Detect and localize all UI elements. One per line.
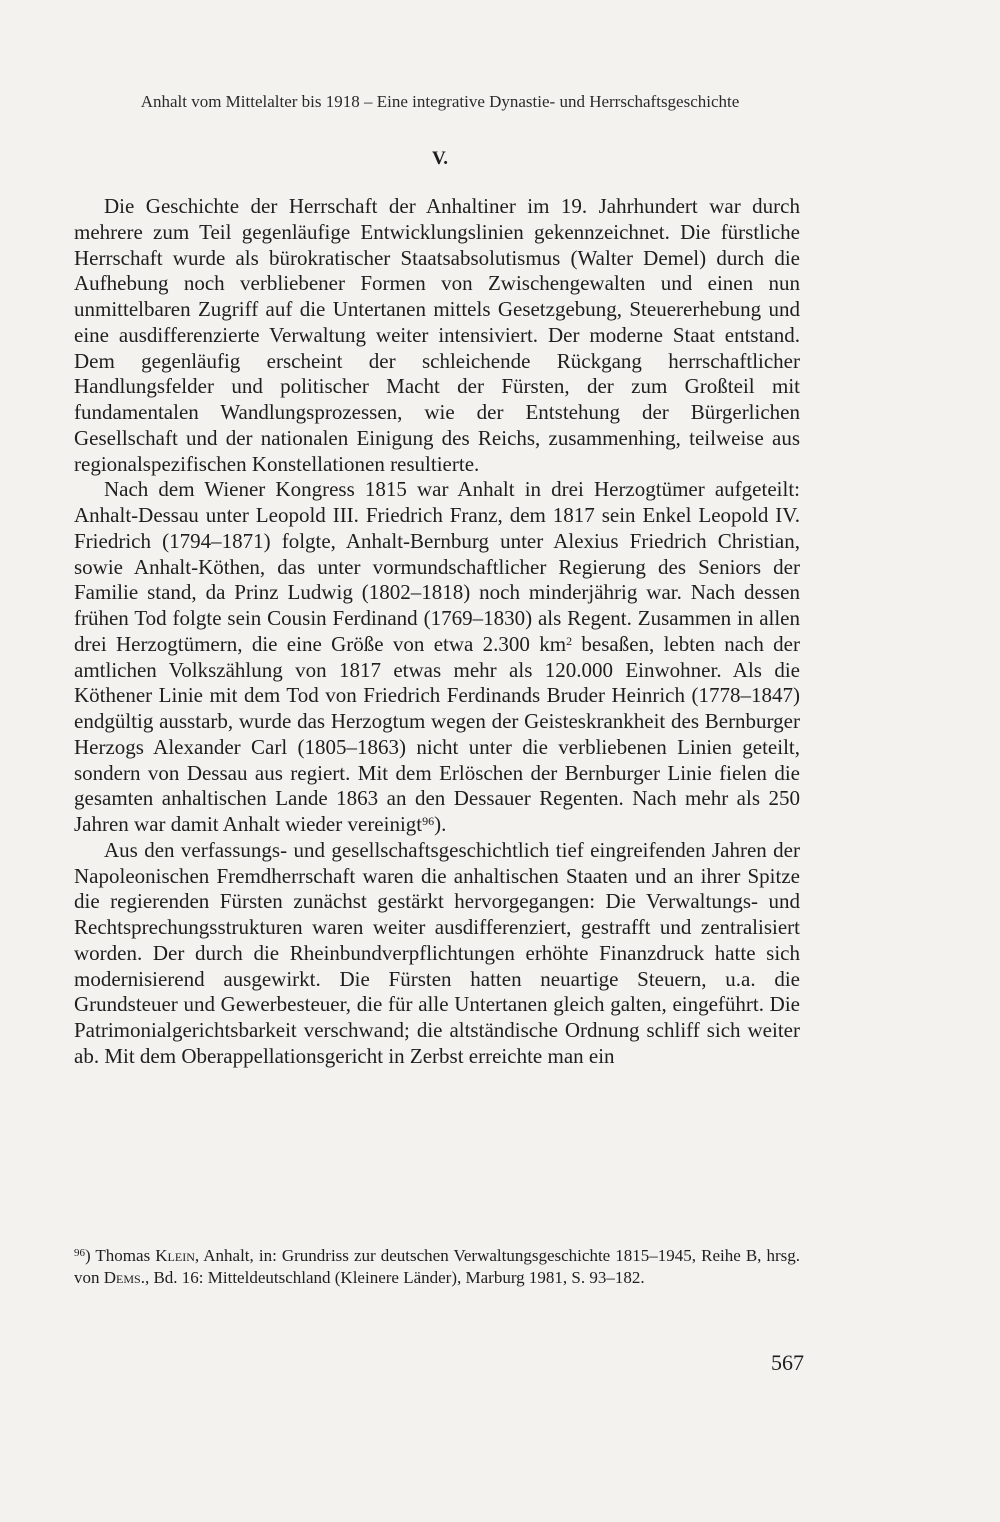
paragraph-3: Aus den verfassungs- und gesellschaftsgeschichtlich tief eingreifenden Jahren der Napoleonischen Fremdherrschaft waren die anhaltischen Staaten und an ihrer Spitze die regierenden Fürsten zunächst gestärkt hervorgegangen: Die Verwaltungs- und Rechtsprechungsstrukturen waren weiter ausdifferenziert, gestrafft und zentralisiert worden. Der durch die Rheinbundverpflichtungen erhöhte Finanzdruck hatte sich modernisierend ausgewirkt. Die Fürsten hatten neuartige Steuern, u.a. die Grundsteuer und Gewerbesteuer, die für alle Untertanen gleich galten, eingeführt. Die Patrimonialgerichtsbarkeit verschwand; die altständische Ordnung schliff sich weiter ab. Mit dem Oberappellationsgericht in Zerbst erreichte man ein bbox=[74, 837, 800, 1068]
footnote-text-a: ) Thomas bbox=[85, 1246, 156, 1265]
footnote-editor: Dems bbox=[103, 1268, 141, 1287]
footnote-mark: 96 bbox=[74, 1247, 85, 1259]
body-text bbox=[74, 194, 800, 1070]
footnote-reference[interactable]: 96 bbox=[422, 814, 435, 828]
footnote bbox=[74, 1245, 800, 1289]
footnote-author: Klein bbox=[155, 1246, 195, 1265]
footnote-text-c: ., Bd. 16: Mitteldeutschland (Kleinere Länder), Marburg 1981, S. 93–182. bbox=[140, 1268, 645, 1287]
paragraph-2-text-end: ). bbox=[434, 812, 447, 836]
running-header: Anhalt vom Mittelalter bis 1918 – Eine integrative Dynastie- und Herrschaftsgeschichte bbox=[140, 92, 740, 111]
square-superscript: 2 bbox=[566, 633, 573, 648]
paragraph-1: Die Geschichte der Herrschaft der Anhaltiner im 19. Jahrhundert war durch mehrere zum Teil gegenläufige Entwicklungslinien gekennzeichnet. Die fürstliche Herrschaft wurde als bürokratischer Staatsabsolutismus (Walter Demel) durch die Aufhebung noch verbliebener Formen von Zwischengewalten und einen nun unmittelbaren Zugriff auf die Untertanen mittels Gesetzgebung, Steuererhebung und eine ausdifferenzierte Verwaltung weiter intensiviert. Der moderne Staat entstand. Dem gegenläufig erscheint der schleichende Rückgang herrschaftlicher Handlungsfelder und politischer Macht der Fürsten, der zum Großteil mit fundamentalen Wandlungsprozessen, wie der Entstehung der Bürgerlichen Gesellschaft und der nationalen Einigung des Reichs, zusammenhing, teilweise aus regionalspezifischen Konstellationen resultierte. bbox=[74, 194, 800, 476]
paragraph-2-text-b: besaßen, lebten nach der amtlichen Volkszählung von 1817 etwas mehr als 120.000 Einwohner. Als die Köthener Linie mit dem Tod von Friedrich Ferdinands Bruder Heinrich (1778–1847) endgültig ausstarb, wurde das Herzogtum wegen der Geisteskrankheit des Bernburger Herzogs Alexander Carl (1805–1863) nicht unter die verbliebenen Linien geteilt, sondern von Dessau aus regiert. Mit dem Erlöschen der Bernburger Linie fielen die gesamten anhaltischen Lande 1863 an den Dessauer Regenten. Nach mehr als 250 Jahren war damit Anhalt wieder vereinigt bbox=[74, 631, 800, 836]
section-number: V. bbox=[431, 148, 449, 169]
page-number: 567 bbox=[771, 1350, 804, 1375]
paragraph-2 bbox=[74, 477, 800, 838]
footnote-text-b: , Anhalt, in: Grundriss zur deutschen Verwaltungsgeschichte 1815–1945, Reihe B, hrsg. von bbox=[74, 1246, 801, 1287]
paragraph-2-text-a: Nach dem Wiener Kongress 1815 war Anhalt in drei Herzogtümer aufgeteilt: Anhalt-Dessau unter Leopold III. Friedrich Franz, dem 1817 sein Enkel Leopold IV. Friedrich (1794–1871) folgte, Anhalt-Bernburg unter Alexius Friedrich Christian, sowie Anhalt-Köthen, das unter vormundschaftlicher Regierung des Seniors der Familie stand, da Prinz Ludwig (1802–1818) noch minderjährig war. Nach dessen frühen Tod folgte sein Cousin Ferdinand (1769–1830) als Regent. Zusammen in allen drei Herzogtümern, die eine Größe von etwa 2.300 km bbox=[74, 477, 800, 656]
